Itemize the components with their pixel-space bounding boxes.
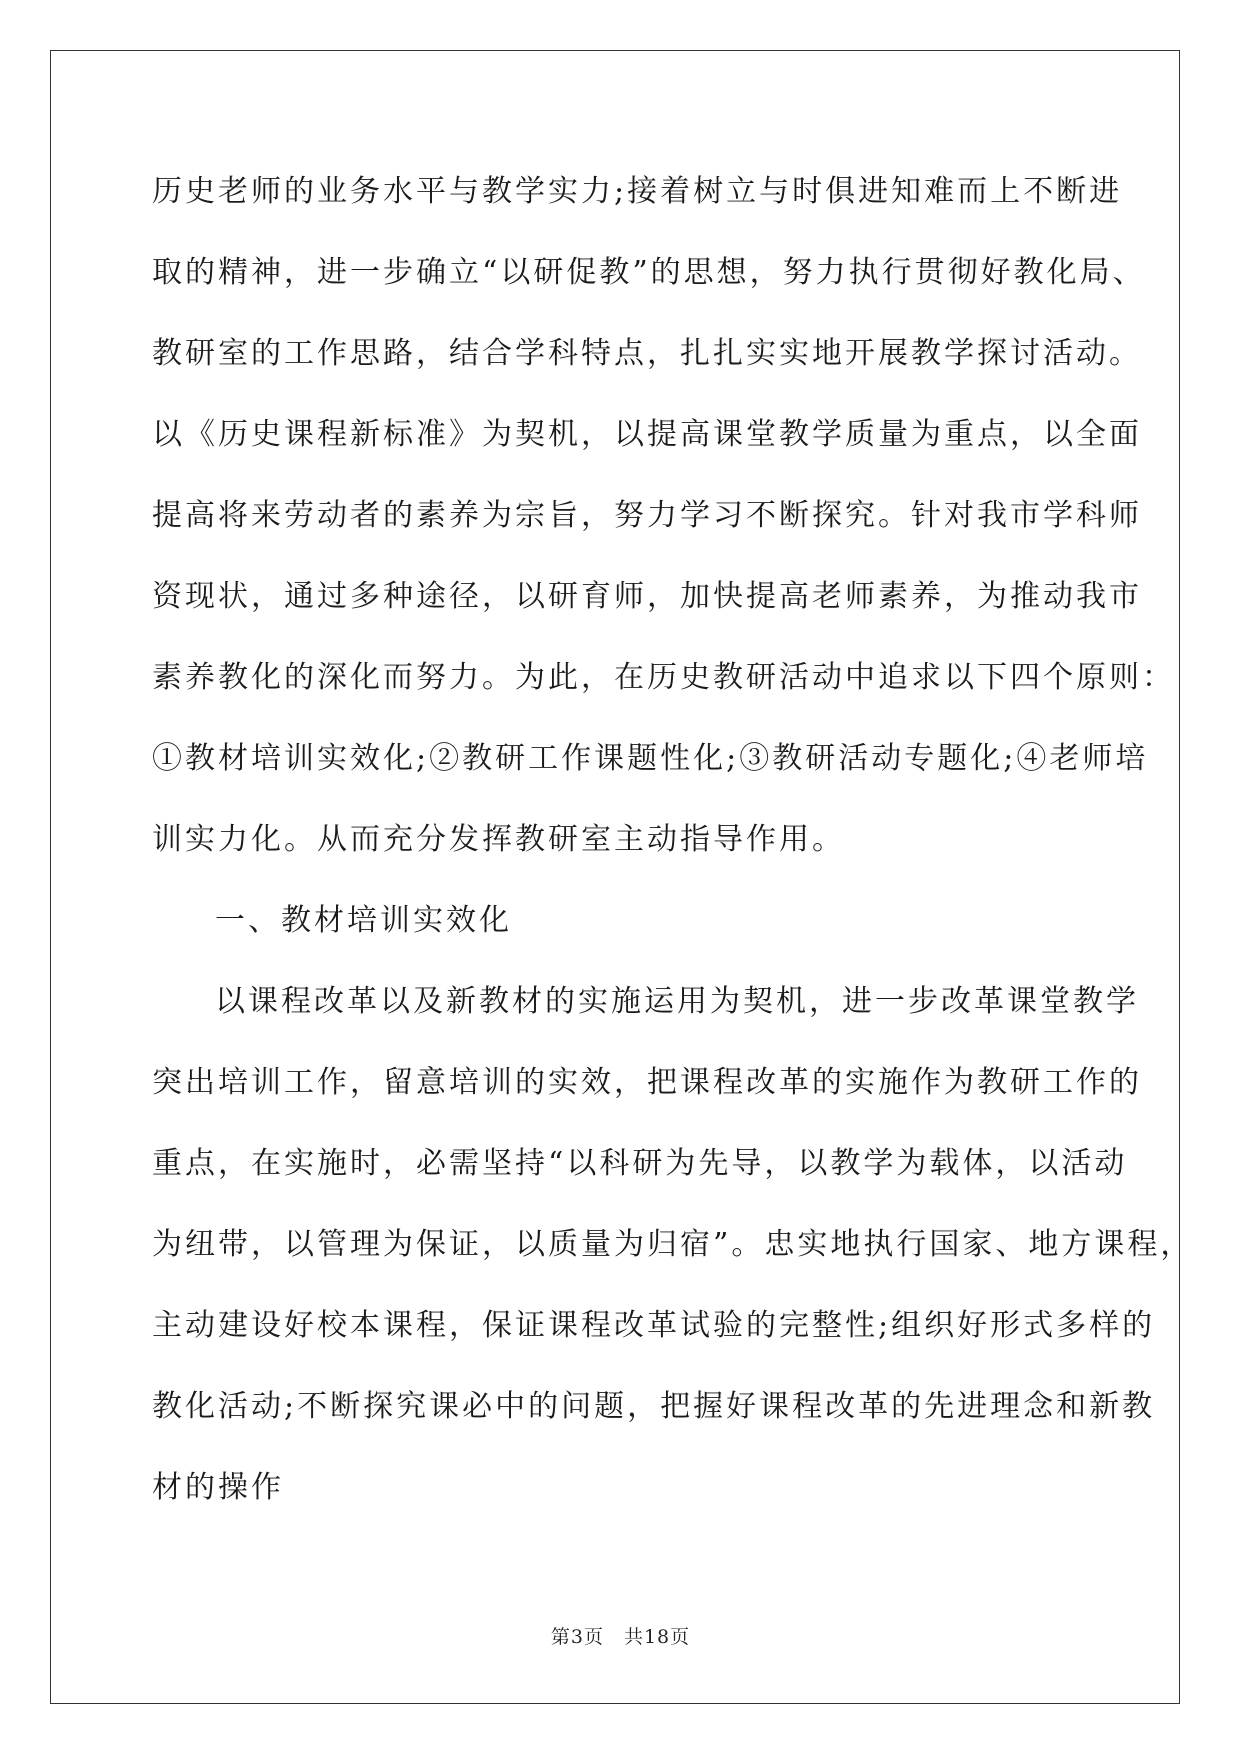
paragraph-line: 主动建设好校本课程，保证课程改革试验的完整性;组织好形式多样的 — [152, 1308, 1156, 1343]
paragraph-line: 突出培训工作，留意培训的实效，把课程改革的实施作为教研工作的 — [152, 1065, 1142, 1100]
paragraph-line: 教化活动;不断探究课必中的问题，把握好课程改革的先进理念和新教 — [152, 1389, 1156, 1424]
section-heading: 一、教材培训实效化 — [215, 903, 512, 938]
paragraph-line: 资现状，通过多种途径，以研育师，加快提高老师素养，为推动我市 — [152, 579, 1142, 614]
page-footer — [0, 1622, 1241, 1649]
paragraph-line: 教研室的工作思路，结合学科特点，扎扎实实地开展教学探讨活动。 — [152, 336, 1142, 371]
paragraph-line: 提高将来劳动者的素养为宗旨，努力学习不断探究。针对我市学科师 — [152, 498, 1142, 533]
paragraph-line: 取的精神，进一步确立“以研促教”的思想，努力执行贯彻好教化局、 — [152, 255, 1146, 290]
page-number-total: 共18页 — [623, 1626, 691, 1648]
paragraph-line: 训实力化。从而充分发挥教研室主动指导作用。 — [152, 822, 845, 857]
paragraph-line: 为纽带，以管理为保证，以质量为归宿”。忠实地执行国家、地方课程， — [152, 1227, 1194, 1262]
paragraph-line: 重点，在实施时，必需坚持“以科研为先导，以教学为载体，以活动 — [152, 1146, 1128, 1181]
paragraph-line: 历史老师的业务水平与教学实力;接着树立与时俱进知难而上不断进 — [152, 174, 1123, 209]
paragraph-line: 素养教化的深化而努力。为此，在历史教研活动中追求以下四个原则： — [152, 660, 1175, 695]
paragraph-line: 以课程改革以及新教材的实施运用为契机，进一步改革课堂教学 — [215, 984, 1139, 1019]
document-body — [152, 160, 1194, 1537]
paragraph-line: 以《历史课程新标准》为契机，以提高课堂教学质量为重点，以全面 — [152, 417, 1142, 452]
paragraph-line: ①教材培训实效化;②教研工作课题性化;③教研活动专题化;④老师培 — [152, 741, 1149, 776]
page-number-current: 第3页 — [550, 1626, 604, 1648]
paragraph-line: 材的操作 — [152, 1470, 284, 1505]
